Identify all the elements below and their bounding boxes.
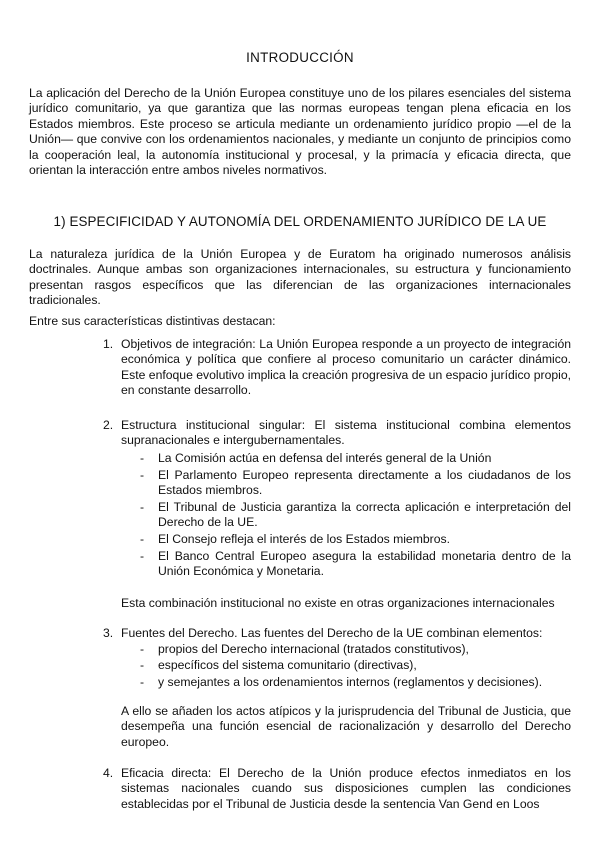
item-note: A ello se añaden los actos atípicos y la jurisprudencia del Tribunal de Justicia, que desempeña una función esencial de racionalización y desarrollo del Derecho europeo. <box>121 704 571 749</box>
section-heading: 1) ESPECIFICIDAD Y AUTONOMÍA DEL ORDENAMIENTO JURÍDICO DE LA UE <box>53 214 547 229</box>
sub-item-text: El Banco Central Europeo asegura la estabilidad monetaria dentro de la Unión Económica y Monetaria. <box>158 549 571 579</box>
page-title: INTRODUCCIÓN <box>246 50 354 65</box>
sub-item-text: específicos del sistema comunitario (directivas), <box>158 658 417 672</box>
dash-bullet: - <box>140 451 145 465</box>
dash-bullet: - <box>140 532 145 546</box>
dash-bullet: - <box>140 675 145 689</box>
list-item-text: Fuentes del Derecho. Las fuentes del Derecho de la UE combinan elementos: <box>121 626 543 640</box>
section-paragraph: La naturaleza jurídica de la Unión Europea y de Euratom ha originado numerosos análisis doctrinales. Aunque ambas son organizaciones internacionales, su estructura y funcionamiento presentan rasgos específicos que las diferencian de las organizaciones internacionales tradicionales. <box>29 247 571 308</box>
sub-item-text: El Consejo refleja el interés de los Estados miembros. <box>158 532 450 546</box>
sub-item-text: La Comisión actúa en defensa del interés general de la Unión <box>158 451 492 465</box>
sub-item-text: propios del Derecho internacional (tratados constitutivos), <box>158 642 469 656</box>
list-item-text: Objetivos de integración: La Unión Europea responde a un proyecto de integración económica y política que confiere al proceso comunitario un carácter dinámico. Este enfoque evolutivo implica la creación progresiva de un espacio jurídico propio, en constante desarrollo. <box>121 337 571 398</box>
dash-bullet: - <box>140 658 145 672</box>
list-number: 2. <box>103 418 114 432</box>
dash-bullet: - <box>140 500 145 514</box>
characteristics-intro: Entre sus características distintivas destacan: <box>29 314 276 328</box>
item-note: Esta combinación institucional no existe en otras organizaciones internacionales <box>121 596 555 610</box>
list-item-text: Estructura institucional singular: El sistema institucional combina elementos supranacionales e intergubernamentales. <box>121 418 571 448</box>
list-item-text: Eficacia directa: El Derecho de la Unión produce efectos inmediatos en los sistemas nacionales cuando sus disposiciones cumplen las condiciones establecidas por el Tribunal de Justicia desde la sentencia Van Gend en Loos <box>121 766 571 811</box>
sub-item-text: y semejantes a los ordenamientos internos (reglamentos y decisiones). <box>158 675 543 689</box>
list-number: 4. <box>103 766 114 780</box>
dash-bullet: - <box>140 642 145 656</box>
intro-paragraph: La aplicación del Derecho de la Unión Europea constituye uno de los pilares esenciales del sistema jurídico comunitario, ya que garantiza que las normas europeas tengan plena eficacia en los Estados miembros. Este proceso se articula mediante un ordenamiento jurídico propio —el de la Unión— que convive con los ordenamientos nacionales, y mediante un conjunto de principios como la cooperación leal, la autonomía institucional y procesal, y la primacía y eficacia directa, que orientan la interacción entre ambos niveles normativos. <box>29 86 571 178</box>
sub-item-text: El Tribunal de Justicia garantiza la correcta aplicación e interpretación del Derecho de la UE. <box>158 500 571 530</box>
dash-bullet: - <box>140 468 145 482</box>
list-number: 1. <box>103 337 114 351</box>
sub-item-text: El Parlamento Europeo representa directamente a los ciudadanos de los Estados miembros. <box>158 468 571 498</box>
dash-bullet: - <box>140 549 145 563</box>
list-number: 3. <box>103 626 114 640</box>
